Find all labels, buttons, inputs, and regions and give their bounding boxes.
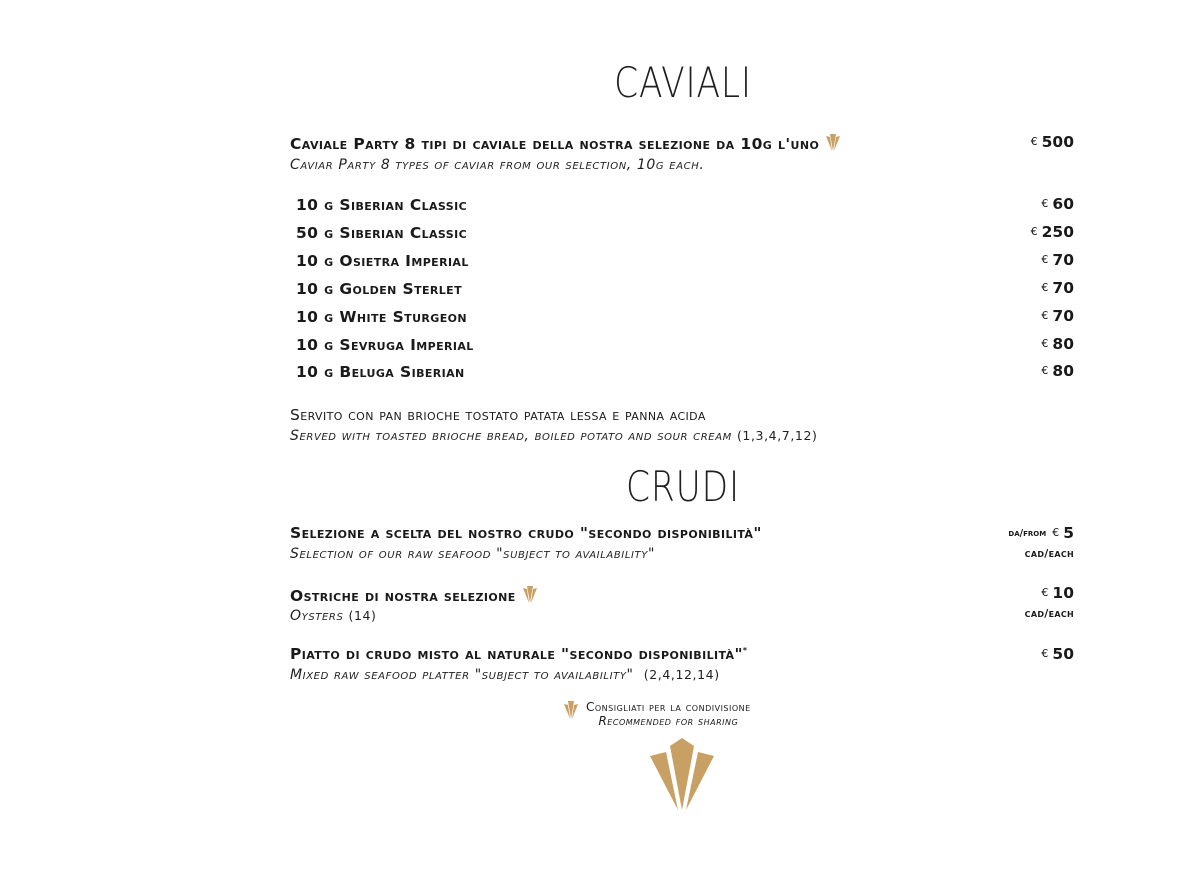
crudo-selection-translation: Selection of our raw seafood "subject to availability" xyxy=(290,546,655,562)
caviar-item-name: 10 g Beluga Siberian xyxy=(296,363,465,381)
crudo-selection-price: da/from € 5 xyxy=(1008,524,1074,542)
sharing-fan-icon xyxy=(522,586,538,604)
oysters-translation: Oysters (14) xyxy=(290,608,377,624)
mixed-platter-translation: Mixed raw seafood platter "subject to availability" (2,4,12,14) xyxy=(290,667,720,683)
caviar-item-name: 10 g White Sturgeon xyxy=(296,308,467,326)
caviar-item-name: 10 g Golden Sterlet xyxy=(296,280,462,298)
crudo-selection-name: Selezione a scelta del nostro crudo "secondo disponibilità" xyxy=(290,524,762,542)
caviar-item-price: € 70 xyxy=(1041,307,1074,325)
caviar-item-price: € 80 xyxy=(1041,335,1074,353)
legend-italian: Consigliati per la condivisione xyxy=(586,700,751,714)
price-unit: cad/each xyxy=(1024,607,1074,620)
caviar-item-price: € 80 xyxy=(1041,362,1074,380)
legend-english: Recommended for sharing xyxy=(598,714,739,728)
section-title-caviali: CAVIALI xyxy=(614,58,752,107)
caviar-item-price: € 60 xyxy=(1041,195,1074,213)
price-unit: cad/each xyxy=(1024,547,1074,560)
served-with-translation: Served with toasted brioche bread, boiled potato and sour cream (1,3,4,7,12) xyxy=(290,428,818,444)
caviar-item-name: 10 g Osietra Imperial xyxy=(296,252,469,270)
oysters-name: Ostriche di nostra selezione xyxy=(290,586,538,605)
logo-fan-icon xyxy=(650,738,714,812)
caviar-item-price: € 70 xyxy=(1041,279,1074,297)
caviar-party-translation: Caviar Party 8 types of caviar from our selection, 10g each. xyxy=(290,157,705,173)
caviar-item-name: 10 g Siberian Classic xyxy=(296,196,468,214)
caviar-item-price: € 70 xyxy=(1041,251,1074,269)
caviar-party-price: € 500 xyxy=(1030,133,1074,151)
served-with-note: Servito con pan brioche tostato patata lessa e panna acida xyxy=(290,406,706,424)
mixed-platter-price: € 50 xyxy=(1041,645,1074,663)
caviar-item-price: € 250 xyxy=(1030,223,1074,241)
caviar-item-name: 10 g Sevruga Imperial xyxy=(296,336,474,354)
oysters-price: € 10 xyxy=(1041,584,1074,602)
sharing-fan-icon xyxy=(825,134,841,152)
fan-icon xyxy=(563,700,579,720)
mixed-platter-name: Piatto di crudo misto al naturale "secondo disponibilità"* xyxy=(290,645,748,663)
caviar-party-name: Caviale Party 8 tipi di caviale della nostra selezione da 10g l'uno xyxy=(290,134,841,153)
caviar-item-name: 50 g Siberian Classic xyxy=(296,224,468,242)
section-title-crudi: CRUDI xyxy=(626,462,740,511)
sharing-legend xyxy=(586,700,751,728)
